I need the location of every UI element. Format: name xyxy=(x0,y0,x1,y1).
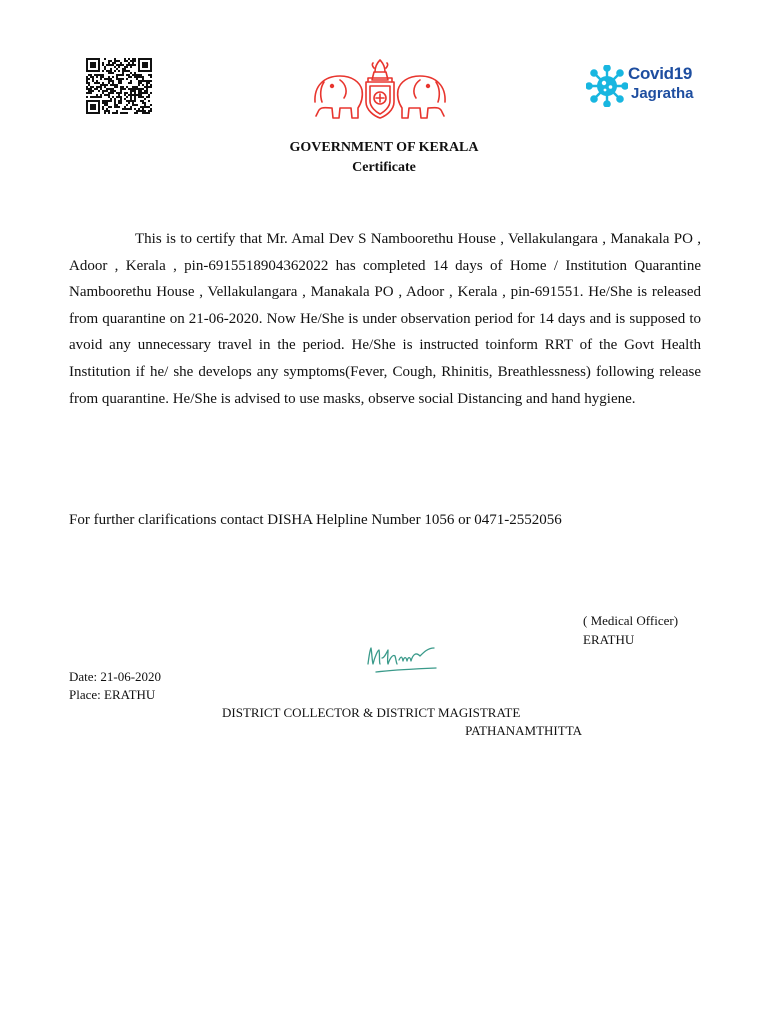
authority-line1: DISTRICT COLLECTOR & DISTRICT MAGISTRATE xyxy=(222,705,521,720)
issue-place: Place: ERATHU xyxy=(69,687,156,702)
document-subtitle: Certificate xyxy=(352,160,416,175)
certificate-body-text: This is to certify that Mr. Amal Dev S Namboorethu House , Vellakulangara , Manakala PO , Adoor , Kerala , pin-6915518904362022 has completed 14 days of Home / Institution Quarantine Namboorethu House , Vellakulangara , Manakala PO , Adoor , Kerala , pin-691551. He/She is released from quarantine on 21-06-2020. Now He/She is under observation period for 14 days and is supposed to avoid any unnecessary travel in the period. He/She is instructed toinform RRT of the Govt Health Institution if he/ she develops any symptoms(Fever, Cough, Rhinitis, Breathlessness) following release from quarantine. He/She is advised to use masks, observe social Distancing and hand hygiene. xyxy=(69,231,701,407)
covid-logo-line1: Covid19 xyxy=(628,64,693,83)
authority-line2: PATHANAMTHITTA xyxy=(465,723,582,738)
officer-place: ERATHU xyxy=(583,632,635,647)
signature xyxy=(362,638,444,680)
officer-block xyxy=(583,611,678,649)
issue-date: Date: 21-06-2020 xyxy=(69,669,162,684)
covid-logo-line2: Jagratha xyxy=(631,85,694,102)
certificate-body xyxy=(69,226,701,412)
helpline-contact: For further clarifications contact DISHA Helpline Number 1056 or 0471-2552056 xyxy=(69,512,562,528)
covid19-jagratha-logo xyxy=(586,63,706,109)
officer-role: ( Medical Officer) xyxy=(583,613,679,628)
virus-icon xyxy=(586,65,628,107)
issuing-authority xyxy=(222,704,582,740)
qr-code-icon xyxy=(86,58,152,114)
date-place-block xyxy=(69,668,161,704)
document-title: GOVERNMENT OF KERALA xyxy=(289,140,479,155)
kerala-emblem xyxy=(310,58,450,120)
